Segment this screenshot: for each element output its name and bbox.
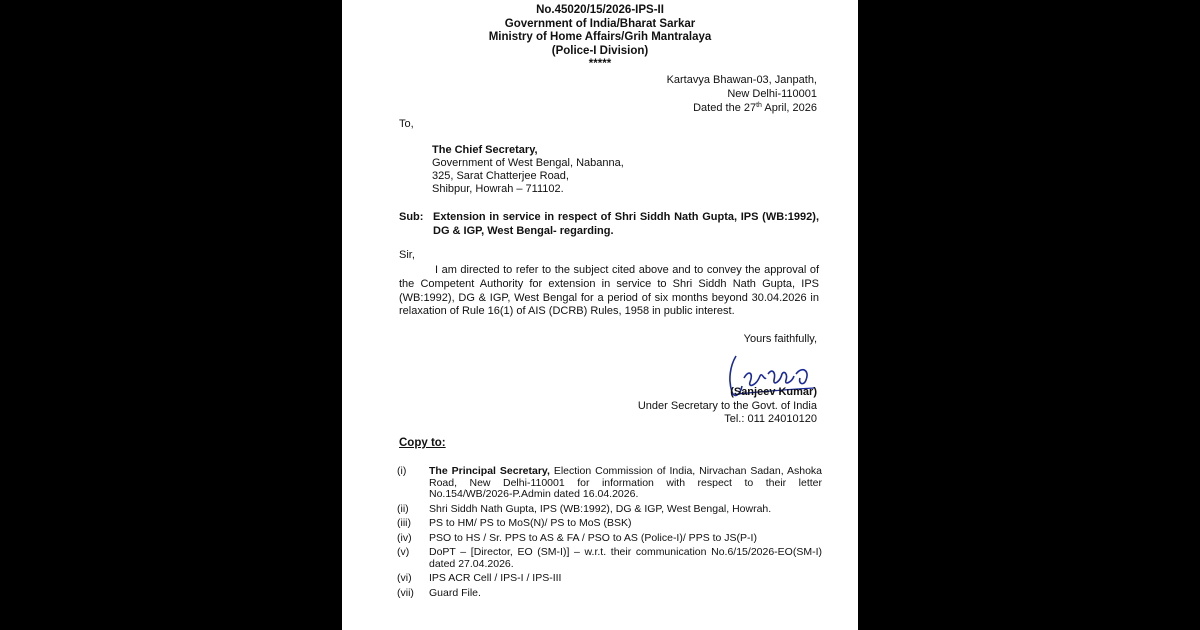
date-suffix: April, 2026 <box>761 102 817 114</box>
copy-to-item <box>397 518 822 530</box>
recipient-title: The Chief Secretary, <box>432 144 538 156</box>
copy-to-item <box>397 504 822 516</box>
government-name: Government of India/Bharat Sarkar <box>504 17 696 30</box>
copy-item-number: (iv) <box>397 531 412 544</box>
recipient-line-2: 325, Sarat Chatterjee Road, <box>432 170 569 182</box>
address-line-1: Kartavya Bhawan-03, Janpath, <box>666 74 817 86</box>
copy-to-item <box>397 533 822 545</box>
copy-to-label: Copy to: <box>399 437 446 449</box>
body-paragraph <box>399 264 819 319</box>
copy-item-text: PSO to HS / Sr. PPS to AS & FA / PSO to AS (Police-I)/ PPS to JS(P-I) <box>429 531 757 544</box>
date-superscript: th <box>756 102 762 109</box>
copy-item-number: (vii) <box>397 586 414 599</box>
recipient-block <box>432 144 624 196</box>
signer-telephone: Tel.: 011 24010120 <box>724 413 817 425</box>
copy-item-number: (ii) <box>397 502 409 515</box>
letter-header <box>342 4 858 72</box>
sender-address <box>642 73 817 115</box>
date-prefix: Dated the 27 <box>693 102 757 114</box>
closing-line: Yours faithfully, <box>743 333 817 345</box>
signer-block <box>592 386 817 427</box>
copy-to-list <box>397 466 822 602</box>
copy-item-number: (v) <box>397 546 410 558</box>
copy-item-text: DoPT – [Director, EO (SM-I)] – w.r.t. their communication No.6/15/2026-EO(SM-I) dated 27.04.2026. <box>429 546 822 570</box>
copy-to-item <box>397 466 822 501</box>
copy-item-text: Shri Siddh Nath Gupta, IPS (WB:1992), DG & IGP, West Bengal, Howrah. <box>429 502 772 515</box>
ministry-name: Ministry of Home Affairs/Grih Mantralaya <box>488 31 712 43</box>
subject-label: Sub: <box>399 211 424 223</box>
subject-block <box>399 211 819 238</box>
letter-number: No.45020/15/2026-IPS-II <box>536 4 664 16</box>
body-text: I am directed to refer to the subject cited above and to convey the approval of the Competent Authority for extension in service to Shri Siddh Nath Gupta, IPS (WB:1992), DG & IGP, West Bengal for a period of six months beyond 30.04.2026 in relaxation of Rule 16(1) of AIS (DCRB) Rules, 1958 in public interest. <box>399 264 819 318</box>
copy-to-item <box>397 547 822 570</box>
copy-to-item <box>397 588 822 600</box>
copy-item-text <box>429 466 822 501</box>
copy-item-text: IPS ACR Cell / IPS-I / IPS-III <box>429 572 562 584</box>
recipient-line-3: Shibpur, Howrah – 711102. <box>432 183 564 195</box>
recipient-line-1: Government of West Bengal, Nabanna, <box>432 157 624 169</box>
subject-text: Extension in service in respect of Shri Siddh Nath Gupta, IPS (WB:1992), DG & IGP, West Bengal- regarding. <box>433 211 819 237</box>
copy-item-text: Guard File. <box>429 586 481 599</box>
salutation: Sir, <box>399 249 415 261</box>
copy-to-item <box>397 573 822 585</box>
address-line-2: New Delhi-110001 <box>727 88 817 100</box>
signer-name: (Sanjeev Kumar) <box>730 386 817 398</box>
copy-item-number: (iii) <box>397 517 411 529</box>
copy-item-text: PS to HM/ PS to MoS(N)/ PS to MoS (BSK) <box>429 517 632 529</box>
letter-page <box>342 0 858 630</box>
copy-item-bold: The Principal Secretary, <box>429 465 550 477</box>
copy-item-number: (vi) <box>397 572 412 584</box>
to-label: To, <box>399 118 414 130</box>
division-name: (Police-I Division) <box>551 44 649 57</box>
letter-date <box>642 101 817 115</box>
copy-item-body: Election Commission of India, Nirvachan Sadan, Ashoka Road, New Delhi-110001 for information with respect to their letter No.154/WB/2026-P.Admin dated 16.04.2026. <box>429 465 822 500</box>
copy-item-number: (i) <box>397 465 407 477</box>
signer-designation: Under Secretary to the Govt. of India <box>637 399 817 412</box>
header-stars: ***** <box>588 58 612 70</box>
